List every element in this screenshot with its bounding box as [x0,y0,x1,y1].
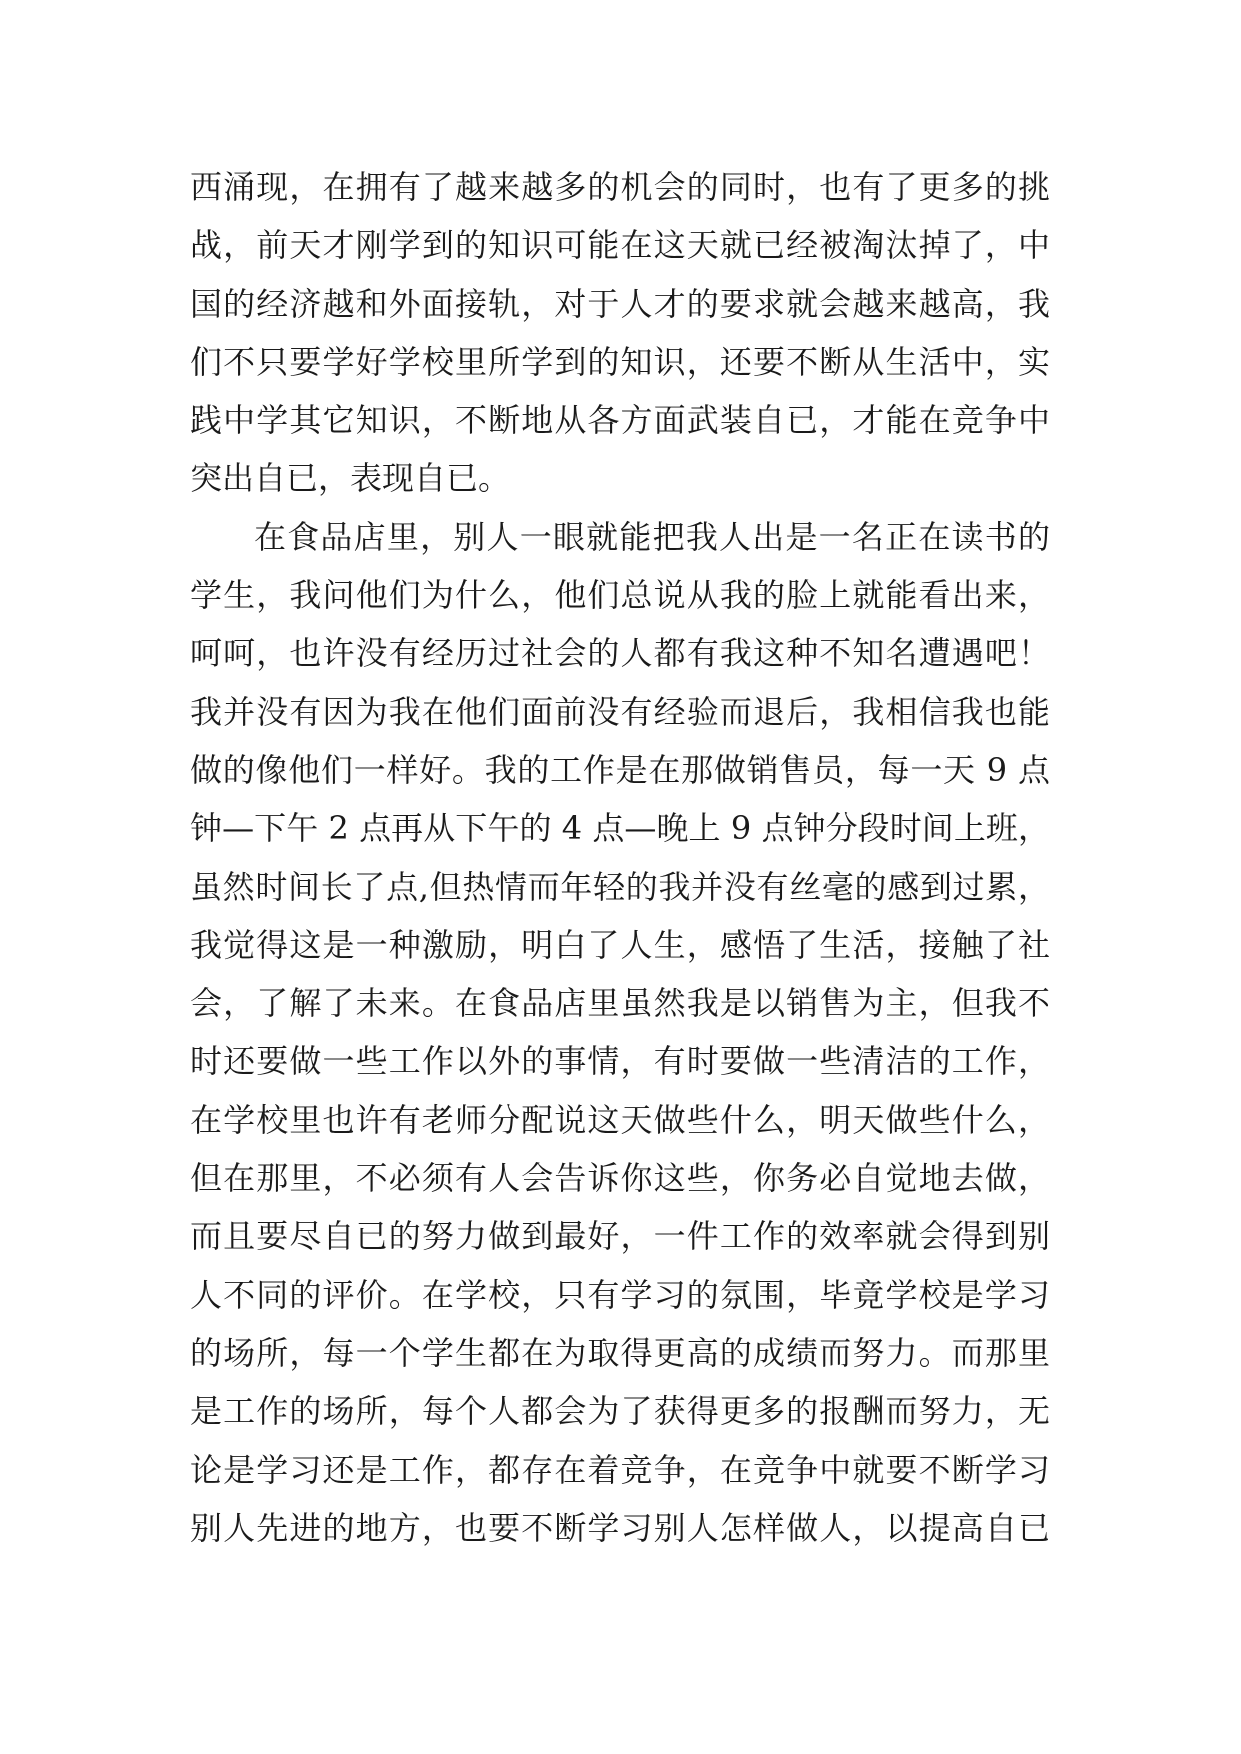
text-line: 的场所，每一个学生都在为取得更高的成绩而努力。而那里 [190,1333,1050,1372]
text-line: 时还要做一些工作以外的事情，有时要做一些清洁的工作， [190,1042,1050,1081]
text-line: 在食品店里，别人一眼就能把我人出是一名正在读书的 [254,517,1050,556]
text-line: 做的像他们一样好。我的工作是在那做销售员，每一天 9 点 [190,750,1050,789]
text-line: 而且要尽自已的努力做到最好，一件工作的效率就会得到别 [190,1217,1050,1256]
text-line: 人不同的评价。在学校，只有学习的氛围，毕竟学校是学习 [190,1275,1050,1314]
text-line: 在学校里也许有老师分配说这天做些什么，明天做些什么， [190,1100,1050,1139]
text-line: 战，前天才刚学到的知识可能在这天就已经被淘汰掉了，中 [190,226,1050,265]
text-line: 虽然时间长了点,但热情而年轻的我并没有丝毫的感到过累， [190,867,1050,906]
text-line: 是工作的场所，每个人都会为了获得更多的报酬而努力，无 [190,1392,1050,1431]
text-line: 会，了解了未来。在食品店里虽然我是以销售为主，但我不 [190,984,1050,1023]
text-line: 别人先进的地方，也要不断学习别人怎样做人，以提高自已 [190,1508,1050,1547]
text-line: 但在那里，不必须有人会告诉你这些，你务必自觉地去做， [190,1159,1050,1198]
text-line: 呵呵，也许没有经历过社会的人都有我这种不知名遭遇吧！ [190,634,1050,673]
paragraph-2 [190,508,1050,1557]
text-line: 们不只要学好学校里所学到的知识，还要不断从生活中，实 [190,342,1050,381]
paragraph-1 [190,158,1050,508]
text-line: 钟—下午 2 点再从下午的 4 点—晚上 9 点钟分段时间上班， [190,809,1050,848]
text-line: 西涌现，在拥有了越来越多的机会的同时，也有了更多的挑 [190,168,1050,206]
text-line: 国的经济越和外面接轨，对于人才的要求就会越来越高，我 [190,284,1050,323]
text-line: 学生，我问他们为什么，他们总说从我的脸上就能看出来， [190,576,1050,615]
text-line: 践中学其它知识，不断地从各方面武装自已，才能在竞争中 [190,401,1050,440]
text-line: 突出自已，表现自已。 [190,459,511,498]
text-line: 论是学习还是工作，都存在着竞争，在竞争中就要不断学习 [190,1450,1050,1489]
body-text [190,158,1050,1557]
text-line: 我觉得这是一种激励，明白了人生，感悟了生活，接触了社 [190,925,1050,964]
text-line: 我并没有因为我在他们面前没有经验而退后，我相信我也能 [190,692,1050,731]
